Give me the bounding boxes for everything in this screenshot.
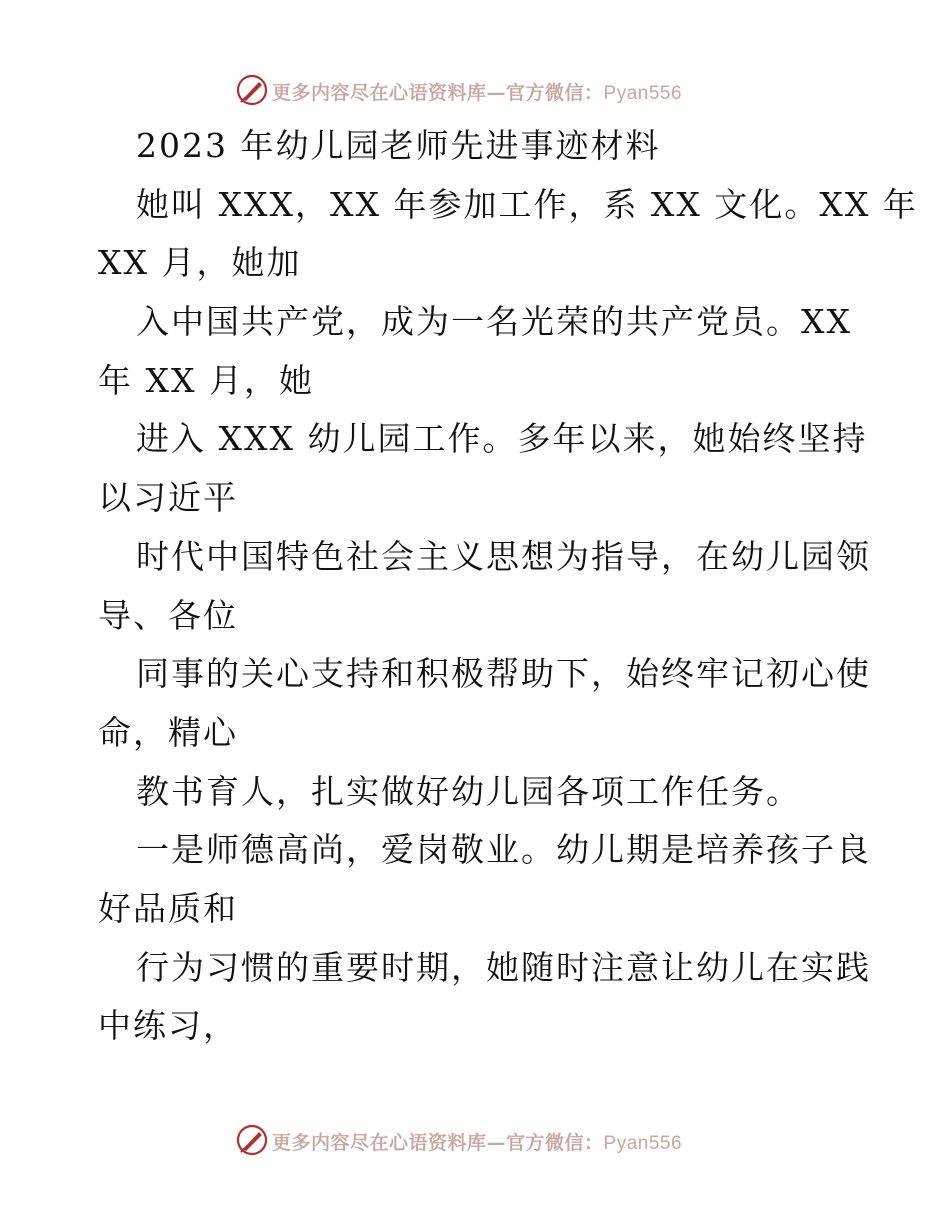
paragraph-line: 行为习惯的重要时期，她随时注意让幼儿在实践 bbox=[136, 948, 871, 987]
quill-pen-circle-icon bbox=[235, 73, 269, 107]
paragraph-line: 进入 XXX 幼儿园工作。多年以来，她始终坚持 bbox=[136, 419, 868, 458]
watermark-text: 更多内容尽在心语资料库—官方微信：Pyan556 bbox=[272, 1132, 683, 1154]
paragraph-line: 一是师德高尚，爱岗敬业。幼儿期是培养孩子良 bbox=[136, 830, 871, 869]
quill-pen-circle-icon bbox=[235, 1123, 269, 1157]
paragraph-line: 教书育人，扎实做好幼儿园各项工作任务。 bbox=[136, 772, 801, 811]
paragraph-line: 她叫 XXX，XX 年参加工作，系 XX 文化。XX 年 bbox=[136, 185, 918, 224]
paragraph-line: 导、各位 bbox=[98, 596, 238, 635]
document-title: 2023 年幼儿园老师先进事迹材料 bbox=[136, 126, 661, 165]
paragraph-line: 时代中国特色社会主义思想为指导，在幼儿园领 bbox=[136, 537, 871, 576]
watermark-text: 更多内容尽在心语资料库—官方微信：Pyan556 bbox=[272, 82, 683, 104]
paragraph-line: 年 XX 月，她 bbox=[98, 361, 314, 400]
header-watermark bbox=[0, 70, 950, 110]
paragraph-line: 入中国共产党，成为一名光荣的共产党员。XX bbox=[136, 302, 852, 341]
footer-watermark bbox=[0, 1120, 950, 1160]
paragraph-line: 以习近平 bbox=[98, 478, 238, 517]
paragraph-line: 好品质和 bbox=[98, 889, 238, 928]
paragraph-line: 中练习， bbox=[98, 1006, 238, 1045]
paragraph-line: 命，精心 bbox=[98, 713, 238, 752]
paragraph-line: 同事的关心支持和积极帮助下，始终牢记初心使 bbox=[136, 654, 871, 693]
paragraph-line: XX 月，她加 bbox=[98, 243, 302, 282]
